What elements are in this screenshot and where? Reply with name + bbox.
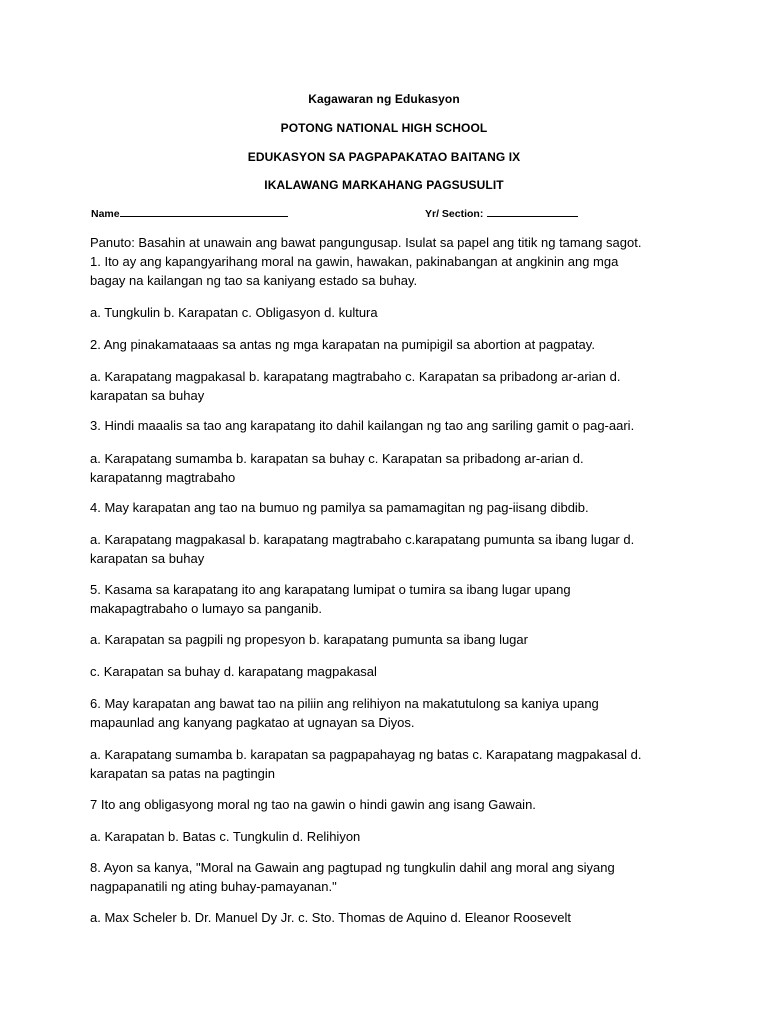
question-7: 7 Ito ang obligasyong moral ng tao na gawin o hindi gawin ang isang Gawain.: [90, 797, 536, 812]
name-label: Name: [91, 208, 120, 220]
question-7-choices: a. Karapatan b. Batas c. Tungkulin d. Relihiyon: [90, 829, 361, 844]
question-8-line-2: nagpapanatili ng ating buhay-pamayanan.": [90, 879, 337, 894]
question-3-choices-line-2: karapatanng magtrabaho: [90, 470, 236, 485]
question-3-choices: [90, 449, 690, 487]
question-3-choices-line-1: a. Karapatang sumamba b. karapatan sa buhay c. Karapatan sa pribadong ar-arian d.: [90, 451, 584, 466]
question-8: [90, 858, 690, 896]
instructions-block: [90, 233, 690, 290]
question-4-choices: [90, 530, 690, 568]
department-title: Kagawaran ng Edukasyon: [308, 92, 460, 106]
section-field: [425, 206, 578, 220]
section-blank-line: [487, 206, 578, 217]
question-2-choices-line-2: karapatan sa buhay: [90, 388, 205, 403]
question-8-choices: a. Max Scheler b. Dr. Manuel Dy Jr. c. Sto. Thomas de Aquino d. Eleanor Roosevelt: [90, 910, 571, 925]
question-5-choices-a: a. Karapatan sa pagpili ng propesyon b. karapatang pumunta sa ibang lugar: [90, 632, 528, 647]
question-6-choices-line-2: karapatan sa patas na pagtingin: [90, 766, 276, 781]
question-6-line-2: mapaunlad ang kanyang pagkatao at ugnayan sa Diyos.: [90, 715, 415, 730]
question-6-choices-line-1: a. Karapatang sumamba b. karapatan sa pagpapahayag ng batas c. Karapatang magpakasal d.: [90, 747, 642, 762]
subject-title: EDUKASYON SA PAGPAPAKATAO BAITANG IX: [247, 150, 521, 164]
name-field: [91, 206, 288, 220]
question-2-choices: [90, 367, 690, 405]
instructions-text: Panuto: Basahin at unawain ang bawat pangungusap. Isulat sa papel ang titik ng tamang sagot.: [90, 235, 642, 250]
question-5-choices-c: c. Karapatan sa buhay d. karapatang magpakasal: [90, 664, 377, 679]
question-5: [90, 580, 690, 618]
question-6-choices: [90, 745, 690, 783]
school-name: POTONG NATIONAL HIGH SCHOOL: [280, 121, 488, 135]
question-4-choices-line-2: karapatan sa buhay: [90, 551, 205, 566]
question-5-line-2: makapagtrabaho o lumayo sa panganib.: [90, 601, 322, 616]
question-2-choices-line-1: a. Karapatang magpakasal b. karapatang magtrabaho c. Karapatan sa pribadong ar-arian d.: [90, 369, 621, 384]
exam-title: IKALAWANG MARKAHANG PAGSUSULIT: [264, 178, 504, 192]
question-1-line-1: 1. Ito ay ang kapangyarihang moral na gawin, hawakan, pakinabangan at angkinin ang mga: [90, 254, 619, 269]
question-1-line-2: bagay na kailangan ng tao sa kaniyang estado sa buhay.: [90, 273, 418, 288]
question-4-choices-line-1: a. Karapatang magpakasal b. karapatang magtrabaho c.karapatang pumunta sa ibang lugar d.: [90, 532, 635, 547]
question-4: 4. May karapatan ang tao na bumuo ng pamilya sa pamamagitan ng pag-iisang dibdib.: [90, 500, 589, 515]
question-6: [90, 694, 690, 732]
question-2: 2. Ang pinakamataaas sa antas ng mga karapatan na pumipigil sa abortion at pagpatay.: [90, 337, 595, 352]
question-1-choices: a. Tungkulin b. Karapatan c. Obligasyon d. kultura: [90, 305, 378, 320]
question-6-line-1: 6. May karapatan ang bawat tao na piliin ang relihiyon na makatutulong sa kaniya upang: [90, 696, 599, 711]
question-5-line-1: 5. Kasama sa karapatang ito ang karapatang lumipat o tumira sa ibang lugar upang: [90, 582, 571, 597]
section-label: Yr/ Section:: [425, 208, 484, 220]
question-8-line-1: 8. Ayon sa kanya, "Moral na Gawain ang pagtupad ng tungkulin dahil ang moral ang siyang: [90, 860, 615, 875]
question-3: 3. Hindi maaalis sa tao ang karapatang ito dahil kailangan ng tao ang sariling gamit o pag-aari.: [90, 418, 635, 433]
name-blank-line: [120, 206, 288, 217]
